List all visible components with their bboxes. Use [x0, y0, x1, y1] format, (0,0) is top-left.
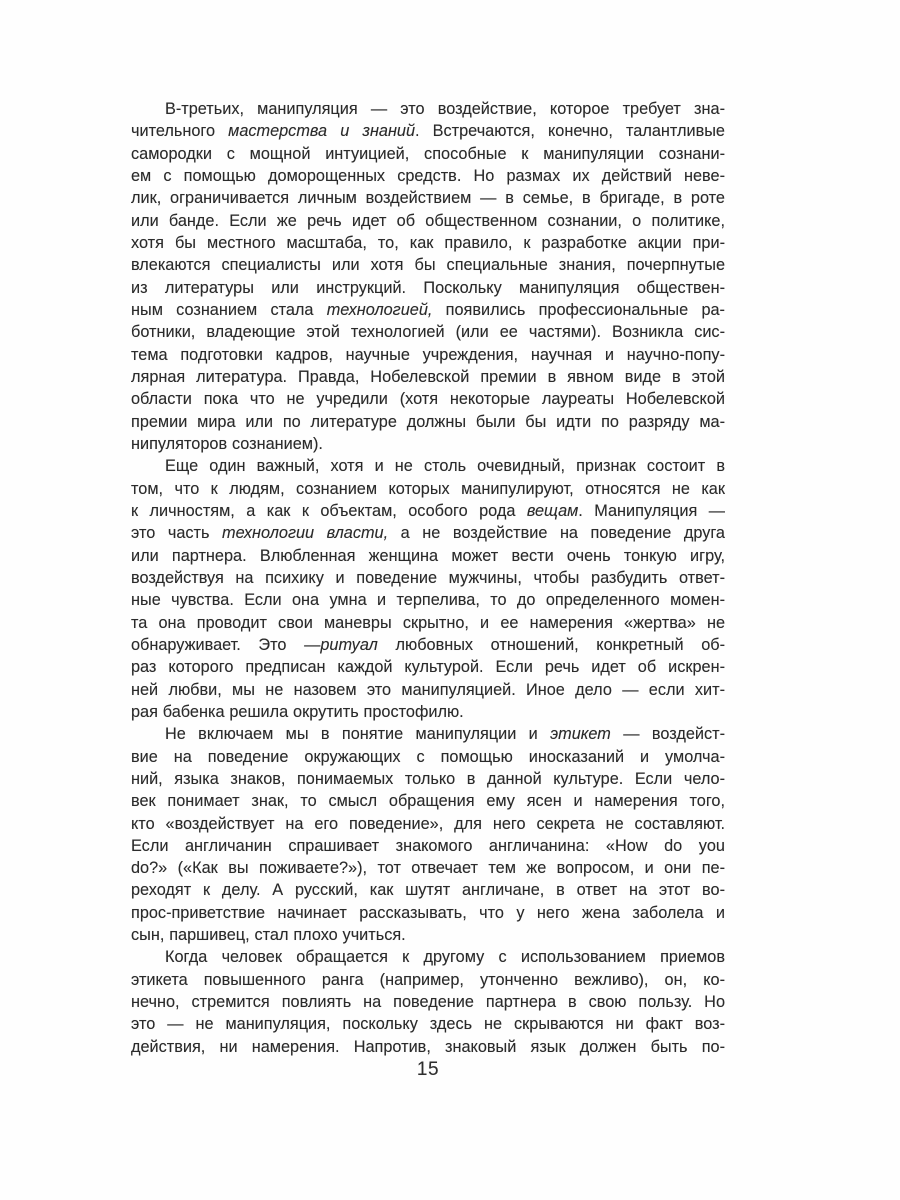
text-segment: . Манипуляция — [578, 501, 725, 520]
text-segment: том, что к людям, сознанием которых манипулируют, относятся не как [131, 479, 725, 498]
text-segment: а не воздействие на поведение друга [388, 524, 725, 543]
text-segment: ным сознанием стала [131, 300, 327, 319]
italic-text-segment: технологии власти, [222, 524, 389, 543]
text-segment: ней любви, мы не назовем это манипуляцией. Иное дело — если хит- [131, 680, 725, 699]
text-segment: та она проводит свои маневры скрытно, и ее намерения «жертва» не [131, 613, 725, 632]
text-segment: лярная литература. Правда, Нобелевской премии в явном виде в этой [131, 367, 725, 386]
text-line [131, 143, 725, 165]
text-line [131, 411, 725, 433]
text-line [131, 768, 725, 790]
text-segment: чительного [131, 122, 229, 141]
text-segment: это часть [131, 524, 223, 543]
text-line [131, 187, 725, 209]
text-segment: рая бабенка решила окрутить простофилю. [131, 702, 464, 721]
text-line [131, 299, 725, 321]
text-line [131, 344, 725, 366]
text-line [131, 388, 725, 410]
text-segment: век понимает знак, то смысл обращения ему ясен и намерения того, [131, 792, 725, 811]
text-segment: ний, языка знаков, понимаемых только в данной культуре. Если чело- [131, 769, 725, 788]
text-line [131, 790, 725, 812]
text-segment: В-третьих, манипуляция — это воздействие, которое требует зна- [165, 100, 725, 118]
italic-text-segment: мастерства и знаний [228, 122, 416, 141]
text-line [131, 366, 725, 388]
text-segment: тема подготовки кадров, научные учреждения, научная и научно-попу- [131, 345, 725, 364]
text-segment: кто «воздействует на его поведение», для него секрета не составляют. [131, 814, 725, 833]
text-line [131, 433, 725, 455]
text-line [131, 210, 725, 232]
text-segment: это — не манипуляция, поскольку здесь не скрываются ни факт воз- [131, 1015, 725, 1034]
text-line [131, 545, 725, 567]
text-line [131, 522, 725, 544]
text-line [131, 946, 725, 968]
text-line [131, 478, 725, 500]
text-line [131, 120, 725, 142]
body-text [131, 98, 725, 1058]
text-segment: влекаются специалисты или хотя бы специальные знания, почерпнутые [131, 256, 725, 275]
text-segment: вие на поведение окружающих с помощью иносказаний и умолча- [131, 747, 725, 766]
text-segment: сын, паршивец, стал плохо учиться. [131, 926, 406, 945]
text-line [131, 612, 725, 634]
text-segment: Не включаем мы в понятие манипуляции и [165, 725, 551, 744]
text-line [131, 589, 725, 611]
text-line [131, 835, 725, 857]
text-segment: или банде. Если же речь идет об общественном сознании, о политике, [131, 211, 725, 230]
text-segment: обнаруживает. Это — [131, 635, 321, 654]
text-line [131, 98, 725, 120]
text-line [131, 924, 725, 946]
text-segment: действия, ни намерения. Напротив, знаковый язык должен быть по- [131, 1037, 725, 1056]
text-segment: прос-приветствие начинает рассказывать, что у него жена заболела и [131, 903, 725, 922]
italic-text-segment: этикет [550, 725, 611, 744]
text-segment: премии мира или по литературе должны были бы идти по разряду ма- [131, 412, 725, 431]
text-segment: do?» («Как вы поживаете?»), тот отвечает тем же вопросом, и они пе- [131, 859, 725, 878]
text-segment: Еще один важный, хотя и не столь очевидный, признак состоит в [165, 457, 725, 476]
text-line [131, 813, 725, 835]
text-line [131, 500, 725, 522]
text-segment: раз которого предписан каждой культурой. Если речь идет об искрен- [131, 658, 725, 677]
text-segment: ем с помощью доморощенных средств. Но размах их действий неве- [131, 166, 725, 185]
italic-text-segment: технологией, [326, 300, 433, 319]
text-line [131, 321, 725, 343]
text-line [131, 679, 725, 701]
text-line [131, 455, 725, 477]
text-line [131, 879, 725, 901]
text-segment: области пока что не учредили (хотя некоторые лауреаты Нобелевской [131, 390, 725, 409]
text-line [131, 254, 725, 276]
text-line [131, 1036, 725, 1058]
text-segment: Если англичанин спрашивает знакомого англичанина: «How do you [131, 836, 725, 855]
text-line [131, 991, 725, 1013]
text-line [131, 1013, 725, 1035]
text-line [131, 701, 725, 723]
italic-text-segment: вещам [526, 501, 579, 520]
text-segment: — воздейст- [610, 725, 725, 744]
text-line [131, 165, 725, 187]
text-segment: ботники, владеющие этой технологией (или ее частями). Возникла сис- [131, 323, 725, 342]
text-line [131, 902, 725, 924]
text-segment: . Встречаются, конечно, талантливые [415, 122, 725, 141]
text-line [131, 857, 725, 879]
text-segment: воздействуя на психику и поведение мужчины, чтобы разбудить ответ- [131, 568, 725, 587]
text-segment: Когда человек обращается к другому с использованием приемов [165, 948, 725, 967]
text-segment: реходят к делу. А русский, как шутят англичане, в ответ на этот во- [131, 881, 725, 900]
text-segment: хотя бы местного масштаба, то, как правило, к разработке акции при- [131, 233, 725, 252]
text-segment: к личностям, а как к объектам, особого рода [131, 501, 527, 520]
italic-text-segment: ритуал [320, 635, 378, 654]
text-line [131, 656, 725, 678]
text-line [131, 969, 725, 991]
text-line [131, 567, 725, 589]
page-number: 15 [416, 1059, 440, 1080]
text-line [131, 746, 725, 768]
text-segment: или партнера. Влюбленная женщина может вести очень тонкую игру, [131, 546, 725, 565]
text-segment: появились профессиональные ра- [432, 300, 725, 319]
text-segment: лик, ограничивается личным воздействием — в семье, в бригаде, в роте [131, 189, 725, 208]
text-segment: любовных отношений, конкретный об- [377, 635, 725, 654]
text-segment: этикета повышенного ранга (например, утонченно вежливо), он, ко- [131, 970, 725, 989]
text-segment: нечно, стремится повлиять на поведение партнера в свою пользу. Но [131, 993, 725, 1012]
text-segment: нипуляторов сознанием). [131, 434, 323, 453]
text-segment: ные чувства. Если она умна и терпелива, то до определенного момен- [131, 591, 725, 610]
text-line [131, 634, 725, 656]
text-line [131, 723, 725, 745]
text-line [131, 232, 725, 254]
text-segment: самородки с мощной интуицией, способные к манипуляции сознани- [131, 144, 725, 163]
text-segment: из литературы или инструкций. Поскольку манипуляция обществен- [131, 278, 725, 297]
text-line [131, 277, 725, 299]
